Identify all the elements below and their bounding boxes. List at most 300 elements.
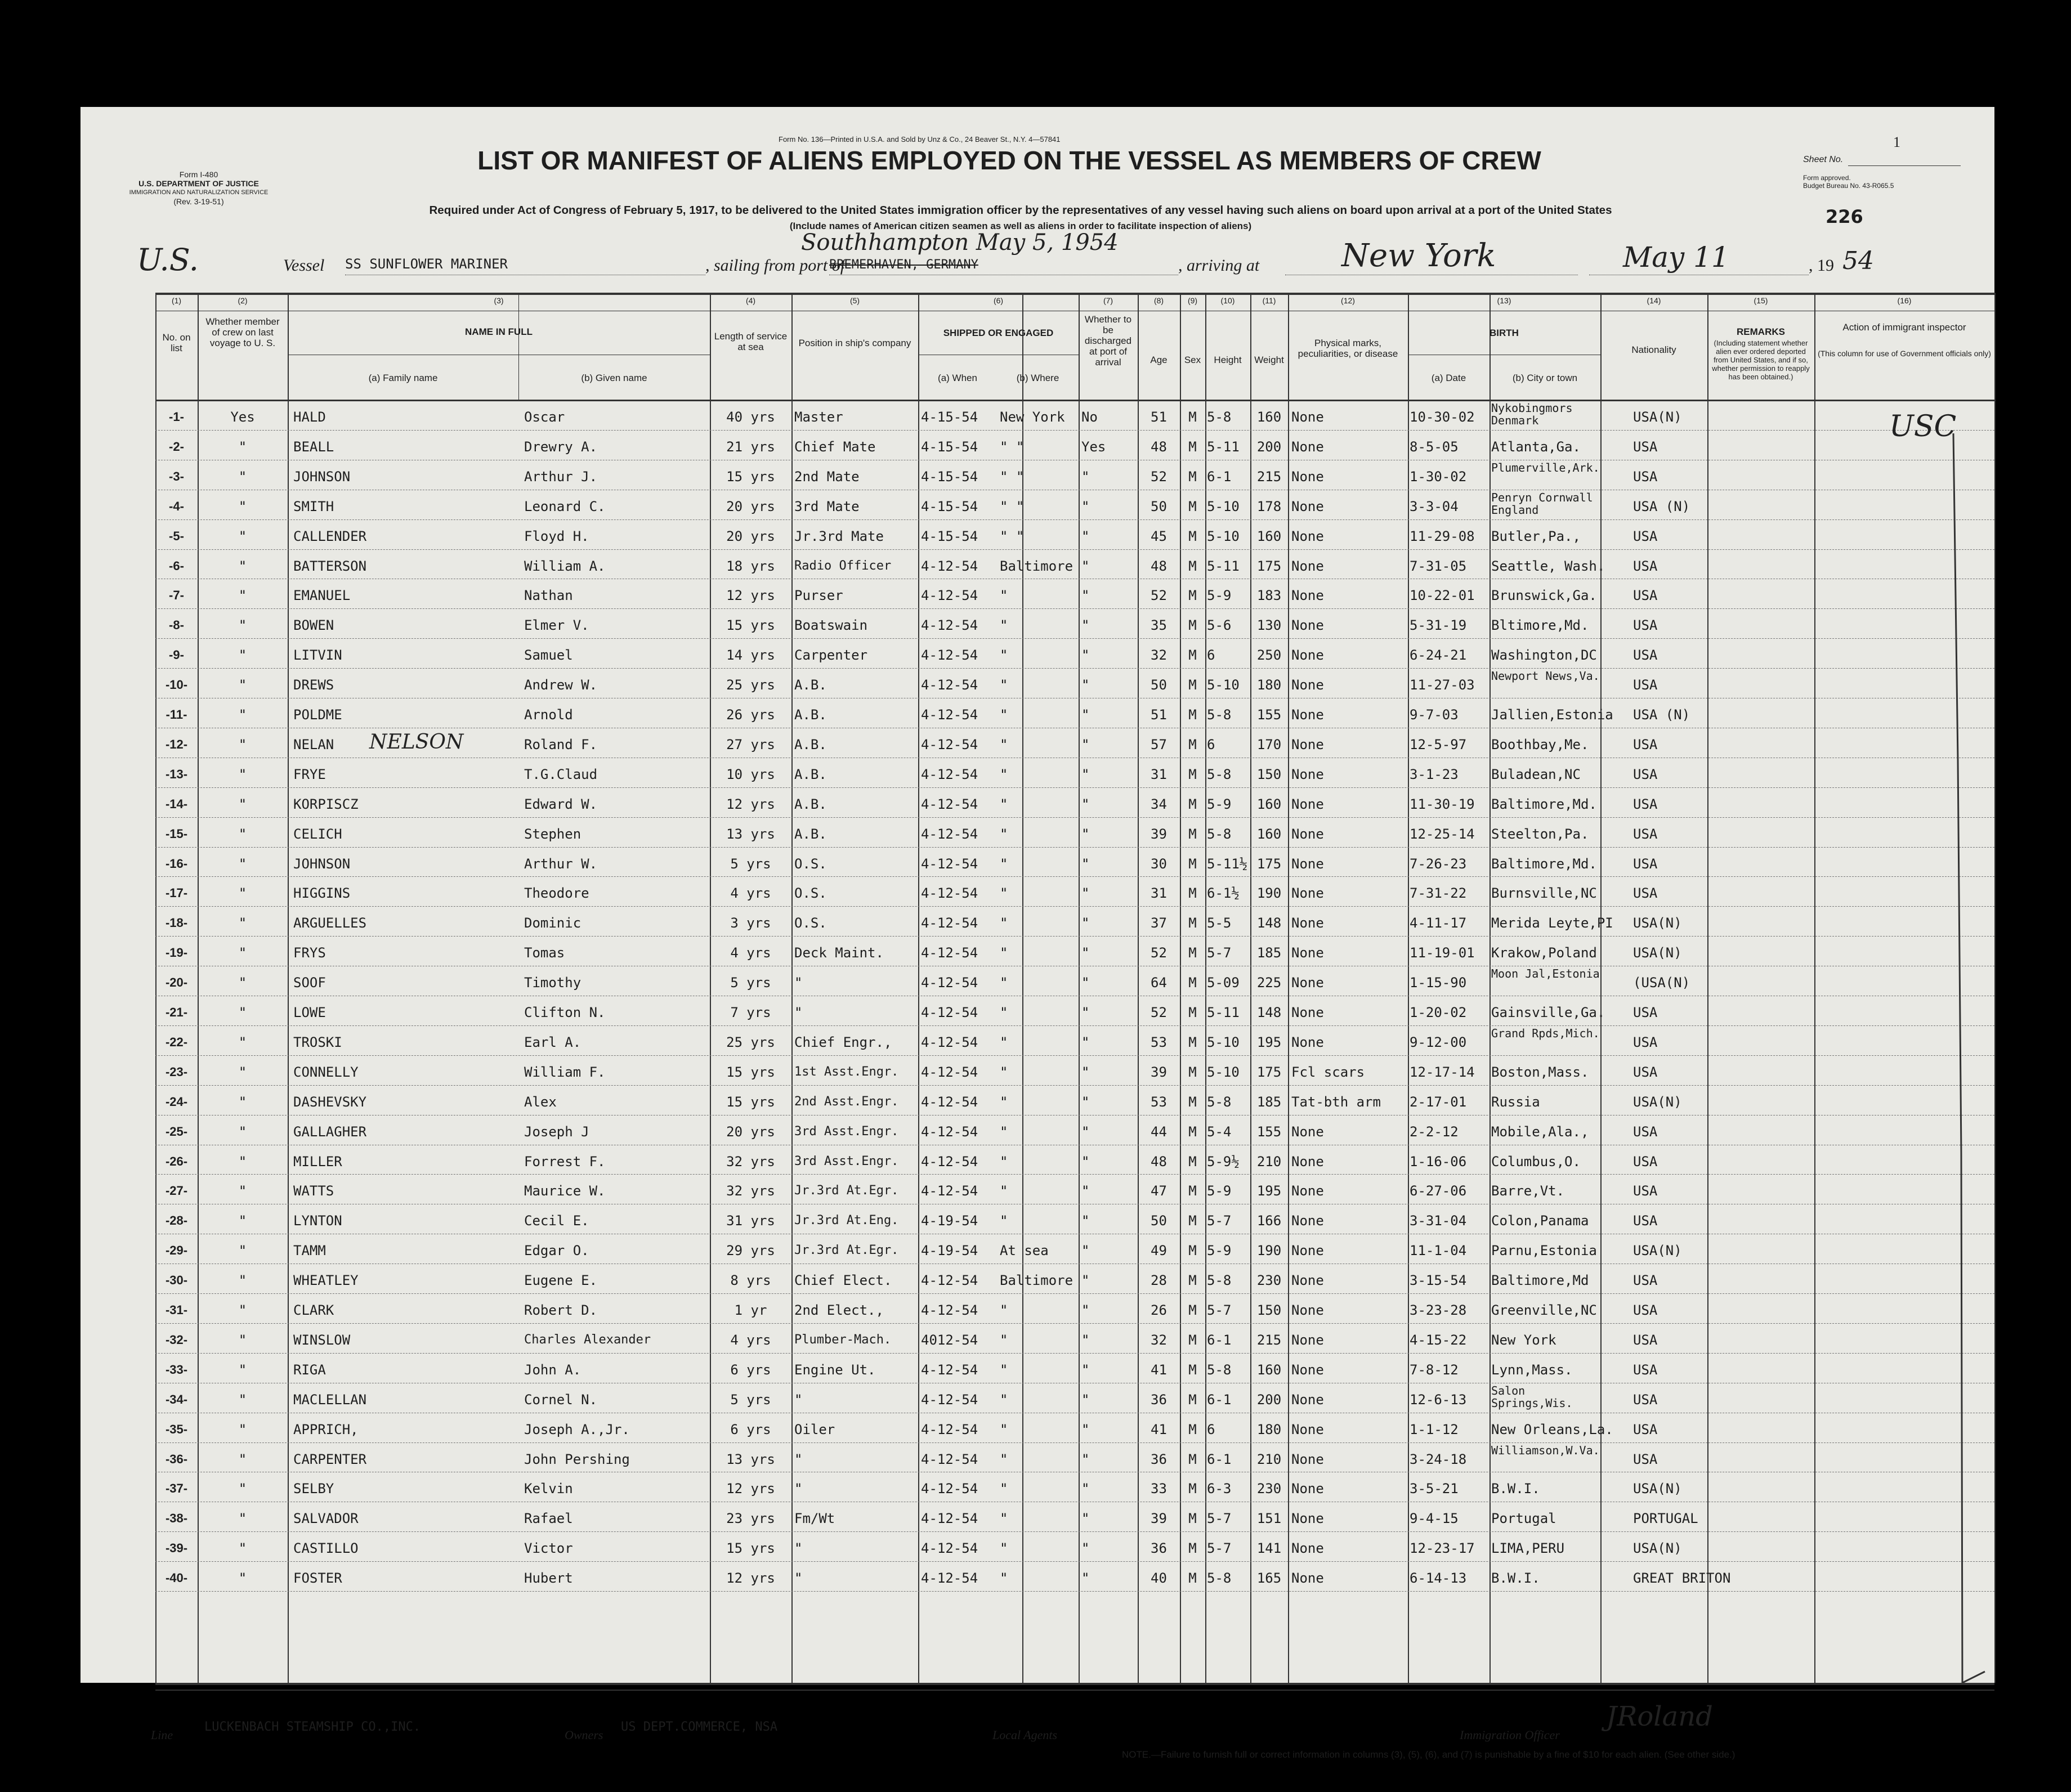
cell-where: ": [1000, 707, 1008, 723]
row-separator: [155, 1561, 1994, 1562]
cell-nationality: GREAT BRITON: [1633, 1570, 1731, 1587]
cell-family: FRYE: [293, 766, 326, 782]
cell-service: 1 yr: [734, 1302, 767, 1318]
cell-nationality: USA: [1633, 1361, 1658, 1378]
cell-bcity: Plumerville,Ark.: [1491, 460, 1600, 474]
col-1-num: (1): [171, 296, 182, 305]
cell-age: 48: [1151, 558, 1167, 574]
cell-height: 5-7: [1207, 1540, 1232, 1557]
cell-service: 6 yrs: [730, 1361, 771, 1378]
col-10-num: (10): [1220, 296, 1235, 305]
cell-given: Maurice W.: [524, 1183, 606, 1199]
cell-weight: 148: [1256, 1005, 1282, 1020]
cell-weight: 195: [1256, 1034, 1282, 1050]
cell-sex: M: [1188, 1005, 1197, 1020]
cell-height: 6-1: [1207, 1451, 1232, 1467]
cell-service: 25 yrs: [726, 677, 775, 693]
date-handwritten: May 11: [1623, 241, 1729, 274]
cell-bdate: 7-8-12: [1410, 1361, 1459, 1378]
cell-bcity: Baltimore,Md.: [1491, 855, 1597, 872]
cell-when: 4-12-54: [921, 1361, 978, 1378]
sheet-no-line: [1848, 165, 1961, 166]
cell-discharged: ": [1081, 707, 1090, 723]
cell-height: 5-9½: [1207, 1153, 1240, 1170]
cell-where: ": [1000, 1421, 1008, 1437]
cell-sex: M: [1188, 617, 1197, 634]
cell-member: ": [238, 677, 247, 693]
cell-bdate: 1-20-02: [1410, 1005, 1467, 1020]
cell-discharged: ": [1081, 1540, 1090, 1557]
cell-given: Leonard C.: [524, 498, 606, 514]
cell-where: ": [1000, 1332, 1008, 1348]
cell-marks: Fcl scars: [1291, 1064, 1365, 1080]
cell-bcity: Seattle, Wash.: [1491, 558, 1605, 574]
cell-age: 53: [1151, 1094, 1167, 1110]
cell-member: ": [238, 707, 247, 723]
cell-where: ": [1000, 826, 1008, 842]
cell-discharged: ": [1081, 1183, 1090, 1199]
port-typed: BREMERHAVEN, GERMANY: [829, 258, 978, 272]
cell-when: 4-15-54: [921, 498, 978, 514]
cell-no: -4-: [169, 499, 184, 513]
cell-sex: M: [1188, 498, 1197, 514]
cell-when: 4-12-54: [921, 796, 978, 812]
vessel-name: SS SUNFLOWER MARINER: [345, 256, 508, 272]
cell-bdate: 4-11-17: [1410, 915, 1467, 931]
cell-bdate: 5-31-19: [1410, 617, 1467, 634]
cell-nationality: USA: [1633, 1064, 1658, 1080]
cell-service: 5 yrs: [730, 855, 771, 872]
cell-bcity: Colon,Panama: [1491, 1213, 1589, 1229]
cell-family: LYNTON: [293, 1213, 342, 1229]
cell-sex: M: [1188, 1273, 1197, 1289]
cell-position: O.S.: [794, 885, 827, 902]
cell-bcity: B.W.I.: [1491, 1481, 1540, 1497]
budget-bureau: Budget Bureau No. 43-R065.5: [1803, 182, 1894, 190]
cell-service: 4 yrs: [730, 945, 771, 961]
cell-age: 45: [1151, 528, 1167, 544]
cell-bdate: 11-27-03: [1410, 677, 1475, 693]
cell-age: 39: [1151, 1511, 1167, 1527]
inspector-pencil-line: [1945, 422, 1991, 1700]
cell-when: 4-12-54: [921, 885, 978, 902]
cell-bdate: 8-5-05: [1410, 438, 1459, 455]
cell-discharged: ": [1081, 1034, 1090, 1050]
cell-height: 5-7: [1207, 945, 1232, 961]
cell-family: SOOF: [293, 975, 326, 991]
cell-no: -24-: [165, 1094, 188, 1109]
cell-discharged: ": [1081, 1094, 1090, 1110]
cell-nationality: USA(N): [1633, 945, 1682, 961]
cell-age: 51: [1151, 707, 1167, 723]
cell-where: ": [1000, 1540, 1008, 1557]
cell-height: 6: [1207, 736, 1215, 752]
cell-bdate: 11-1-04: [1410, 1243, 1467, 1259]
cell-where: ": [1000, 796, 1008, 812]
cell-discharged: ": [1081, 915, 1090, 931]
cell-no: -39-: [165, 1541, 188, 1556]
cell-height: 6-1: [1207, 468, 1232, 485]
cell-family: SMITH: [293, 498, 334, 514]
cell-where: ": [1000, 766, 1008, 782]
cell-age: 36: [1151, 1391, 1167, 1408]
cell-service: 14 yrs: [726, 647, 775, 664]
cell-where: ": [1000, 677, 1008, 693]
cell-service: 12 yrs: [726, 588, 775, 604]
cell-position: Fm/Wt: [794, 1511, 835, 1527]
cell-discharged: ": [1081, 975, 1090, 991]
cell-position: A.B.: [794, 677, 827, 693]
cell-age: 49: [1151, 1243, 1167, 1259]
cell-discharged: ": [1081, 1064, 1090, 1080]
cell-age: 52: [1151, 1005, 1167, 1020]
cell-bdate: 11-30-19: [1410, 796, 1475, 812]
page-title: LIST OR MANIFEST OF ALIENS EMPLOYED ON THE VESSEL AS MEMBERS OF CREW: [477, 146, 1541, 175]
cell-age: 50: [1151, 1213, 1167, 1229]
cell-where: ": [1000, 1302, 1008, 1318]
cell-bdate: 2-2-12: [1410, 1123, 1459, 1140]
cell-when: 4-12-54: [921, 736, 978, 752]
cell-where: ": [1000, 1005, 1008, 1020]
cell-when: 4012-54: [921, 1332, 978, 1348]
cell-marks: None: [1291, 588, 1324, 604]
year-handwritten: 54: [1842, 247, 1874, 275]
cell-position: Radio Officer: [794, 558, 892, 573]
cell-marks: None: [1291, 796, 1324, 812]
cell-bcity: Grand Rpds,Mich.: [1491, 1026, 1600, 1040]
cell-given: Arthur W.: [524, 855, 598, 872]
cell-service: 31 yrs: [726, 1213, 775, 1229]
department: U.S. DEPARTMENT OF JUSTICE: [138, 179, 259, 188]
col-15-num: (15): [1754, 296, 1768, 305]
cell-where: At sea: [1000, 1243, 1049, 1259]
cell-where: " ": [1000, 438, 1025, 455]
cell-family: WATTS: [293, 1183, 334, 1199]
cell-sex: M: [1188, 707, 1197, 723]
cell-nationality: USA: [1633, 1153, 1658, 1170]
cell-given: Floyd H.: [524, 528, 589, 544]
cell-when: 4-12-54: [921, 588, 978, 604]
cell-family: APPRICH,: [293, 1421, 359, 1437]
cell-weight: 150: [1256, 1302, 1282, 1318]
cell-sex: M: [1188, 796, 1197, 812]
cell-height: 6-1: [1207, 1391, 1232, 1408]
cell-given: Samuel: [524, 647, 573, 664]
cell-height: 5-8: [1207, 1570, 1232, 1587]
cell-bcity: B.W.I.: [1491, 1570, 1540, 1587]
cell-service: 12 yrs: [726, 1481, 775, 1497]
cell-height: 6-1½: [1207, 885, 1240, 902]
cell-given: Eugene E.: [524, 1273, 598, 1289]
cell-when: 4-12-54: [921, 1034, 978, 1050]
col-13-num: (13): [1497, 296, 1511, 305]
cell-where: ": [1000, 915, 1008, 931]
row-separator: [155, 1085, 1994, 1086]
cell-when: 4-12-54: [921, 1481, 978, 1497]
cell-position: ": [794, 1481, 803, 1497]
cell-age: 52: [1151, 588, 1167, 604]
col-6-num: (6): [993, 296, 1004, 305]
cell-position: Jr.3rd At.Eng.: [794, 1213, 899, 1228]
cell-sex: M: [1188, 1511, 1197, 1527]
cell-family: HALD: [293, 409, 326, 425]
cell-height: 5-8: [1207, 826, 1232, 842]
col-12-label: Physical marks, peculiarities, or disease: [1298, 338, 1398, 359]
cell-when: 4-12-54: [921, 1123, 978, 1140]
cell-age: 47: [1151, 1183, 1167, 1199]
line-label: Line: [151, 1728, 173, 1742]
vessel-label: Vessel: [283, 256, 325, 275]
cell-given: Rafael: [524, 1511, 573, 1527]
cell-nationality: USA: [1633, 1034, 1658, 1050]
cell-marks: None: [1291, 1570, 1324, 1587]
cell-no: -23-: [165, 1064, 188, 1079]
cell-family: WINSLOW: [293, 1332, 351, 1348]
cell-position: 2nd Mate: [794, 468, 860, 485]
cell-given: Theodore: [524, 885, 589, 902]
cell-where: " ": [1000, 498, 1025, 514]
cell-height: 5-7: [1207, 1511, 1232, 1527]
cell-member: Yes: [230, 409, 255, 425]
cell-service: 27 yrs: [726, 736, 775, 752]
col-9-label: Sex: [1184, 355, 1201, 365]
col-12-num: (12): [1341, 296, 1355, 305]
cell-given: Cornel N.: [524, 1391, 598, 1408]
cell-position: Jr.3rd Mate: [794, 528, 884, 544]
cell-given: Charles Alexander: [524, 1332, 651, 1347]
cell-bcity: Penryn Cornwall England: [1491, 490, 1593, 517]
cell-position: 3rd Asst.Engr.: [794, 1154, 899, 1168]
cell-when: 4-12-54: [921, 558, 978, 574]
cell-when: 4-12-54: [921, 1540, 978, 1557]
cell-weight: 175: [1256, 558, 1282, 574]
cell-family: BATTERSON: [293, 558, 367, 574]
cell-no: -34-: [165, 1392, 188, 1406]
cell-given: John Pershing: [524, 1451, 630, 1467]
cell-nationality: USA: [1633, 558, 1658, 574]
cell-family: BEALL: [293, 438, 334, 455]
cell-no: -36-: [165, 1451, 188, 1466]
cell-bdate: 1-1-12: [1410, 1421, 1459, 1437]
cell-bcity: Buladean,NC: [1491, 766, 1581, 782]
cell-discharged: ": [1081, 617, 1090, 634]
cell-weight: 178: [1256, 498, 1282, 514]
cell-marks: None: [1291, 826, 1324, 842]
cell-no: -7-: [169, 588, 184, 603]
cell-bdate: 10-22-01: [1410, 588, 1475, 604]
cell-bcity: Mobile,Ala.,: [1491, 1123, 1589, 1140]
row-separator: [155, 936, 1994, 937]
cell-position: 2nd Asst.Engr.: [794, 1094, 899, 1109]
cell-given: Drewry A.: [524, 438, 598, 455]
cell-marks: None: [1291, 647, 1324, 664]
cell-weight: 225: [1256, 975, 1282, 991]
cell-nationality: USA(N): [1633, 1094, 1682, 1110]
cell-sex: M: [1188, 1123, 1197, 1140]
cell-marks: None: [1291, 1273, 1324, 1289]
cell-member: ": [238, 558, 247, 574]
cell-age: 32: [1151, 1332, 1167, 1348]
cell-height: 5-6: [1207, 617, 1232, 634]
cell-family: POLDME: [293, 707, 342, 723]
cell-nationality: USA: [1633, 647, 1658, 664]
col-11-label: Weight: [1254, 355, 1284, 365]
cell-bcity: Moon Jal,Estonia: [1491, 967, 1600, 981]
cell-given: Forrest F.: [524, 1153, 606, 1170]
cell-member: ": [238, 1005, 247, 1020]
cell-discharged: ": [1081, 1153, 1090, 1170]
cell-height: 5-8: [1207, 409, 1232, 425]
cell-marks: None: [1291, 468, 1324, 485]
cell-no: -16-: [165, 856, 188, 871]
cell-where: Baltimore: [1000, 1273, 1073, 1289]
cell-weight: 165: [1256, 1570, 1282, 1587]
cell-age: 35: [1151, 617, 1167, 634]
cell-height: 5-8: [1207, 1361, 1232, 1378]
cell-sex: M: [1188, 1034, 1197, 1050]
owners-label: Owners: [565, 1728, 603, 1742]
cell-family: TROSKI: [293, 1034, 342, 1050]
cell-family: MACLELLAN: [293, 1391, 367, 1408]
cell-no: -27-: [165, 1184, 188, 1198]
cell-when: 4-12-54: [921, 1451, 978, 1467]
cell-service: 8 yrs: [730, 1273, 771, 1289]
cell-family: CALLENDER: [293, 528, 367, 544]
cell-nationality: USA: [1633, 1005, 1658, 1020]
cell-given: Alex: [524, 1094, 557, 1110]
cell-service: 5 yrs: [730, 1391, 771, 1408]
cell-marks: None: [1291, 766, 1324, 782]
cell-bdate: 3-15-54: [1410, 1273, 1467, 1289]
cell-when: 4-12-54: [921, 1273, 978, 1289]
cell-where: ": [1000, 975, 1008, 991]
cell-bdate: 6-27-06: [1410, 1183, 1467, 1199]
cell-bcity: LIMA,PERU: [1491, 1540, 1565, 1557]
cell-nationality: USA: [1633, 855, 1658, 872]
cell-bdate: 2-17-01: [1410, 1094, 1467, 1110]
col-10-label: Height: [1214, 355, 1242, 365]
cell-family: LOWE: [293, 1005, 326, 1020]
cell-weight: 230: [1256, 1273, 1282, 1289]
row-separator: [155, 1055, 1994, 1056]
cell-when: 4-12-54: [921, 766, 978, 782]
cell-age: 50: [1151, 677, 1167, 693]
cell-given: Joseph J: [524, 1123, 589, 1140]
cell-nationality: USA: [1633, 438, 1658, 455]
cell-member: ": [238, 498, 247, 514]
cell-marks: None: [1291, 1034, 1324, 1050]
cell-when: 4-15-54: [921, 409, 978, 425]
cell-member: ": [238, 1421, 247, 1437]
cell-bcity: Baltimore,Md: [1491, 1273, 1589, 1289]
cell-member: ": [238, 1064, 247, 1080]
cell-no: -5-: [169, 528, 184, 543]
cell-age: 36: [1151, 1540, 1167, 1557]
cell-when: 4-15-54: [921, 528, 978, 544]
cell-weight: 210: [1256, 1153, 1282, 1170]
cell-given: T.G.Claud: [524, 766, 598, 782]
cell-position: ": [794, 1540, 803, 1557]
cell-sex: M: [1188, 766, 1197, 782]
cell-where: ": [1000, 885, 1008, 902]
cell-service: 7 yrs: [730, 1005, 771, 1020]
cell-nationality: USA: [1633, 528, 1658, 544]
col-2-num: (2): [238, 296, 248, 305]
cell-age: 39: [1151, 1064, 1167, 1080]
cell-marks: None: [1291, 855, 1324, 872]
cell-marks: None: [1291, 975, 1324, 991]
cell-given: Nathan: [524, 588, 573, 604]
cell-discharged: ": [1081, 1005, 1090, 1020]
cell-bdate: 9-7-03: [1410, 707, 1459, 723]
cell-weight: 166: [1256, 1213, 1282, 1229]
cell-discharged: ": [1081, 1570, 1090, 1587]
cell-where: " ": [1000, 468, 1025, 485]
cell-discharged: ": [1081, 1332, 1090, 1348]
cell-service: 4 yrs: [730, 885, 771, 902]
cell-where: ": [1000, 1094, 1008, 1110]
cell-no: -6-: [169, 558, 184, 573]
cell-marks: None: [1291, 736, 1324, 752]
cell-height: 5-9: [1207, 1183, 1232, 1199]
cell-given: Joseph A.,Jr.: [524, 1421, 630, 1437]
cell-nationality: USA: [1633, 1421, 1658, 1437]
row-separator: [155, 638, 1994, 639]
cell-where: ": [1000, 617, 1008, 634]
cell-no: -22-: [165, 1034, 188, 1049]
cell-bdate: 1-16-06: [1410, 1153, 1467, 1170]
cell-where: ": [1000, 1361, 1008, 1378]
cell-member: ": [238, 528, 247, 544]
cell-marks: None: [1291, 438, 1324, 455]
cell-where: New York: [1000, 409, 1065, 425]
cell-given: Clifton N.: [524, 1005, 606, 1020]
cell-bdate: 7-26-23: [1410, 855, 1467, 872]
cell-given: William F.: [524, 1064, 606, 1080]
cell-service: 4 yrs: [730, 1332, 771, 1348]
cell-bdate: 6-14-13: [1410, 1570, 1467, 1587]
cell-bcity: Newport News,Va.: [1491, 669, 1600, 683]
cell-no: -20-: [165, 975, 188, 990]
cell-member: ": [238, 1183, 247, 1199]
cell-weight: 160: [1256, 796, 1282, 812]
cell-no: -31-: [165, 1303, 188, 1317]
cell-height: 5-10: [1207, 528, 1240, 544]
cell-bcity: Greenville,NC: [1491, 1302, 1597, 1318]
cell-discharged: ": [1081, 1511, 1090, 1527]
cell-weight: 160: [1256, 528, 1282, 544]
cell-nationality: USA(N): [1633, 1243, 1682, 1259]
cell-service: 15 yrs: [726, 468, 775, 485]
cell-position: ": [794, 1451, 803, 1467]
cell-age: 48: [1151, 1153, 1167, 1170]
cell-given: Dominic: [524, 915, 582, 931]
cell-service: 20 yrs: [726, 528, 775, 544]
cell-when: 4-12-54: [921, 617, 978, 634]
cell-marks: None: [1291, 707, 1324, 723]
cell-family: JOHNSON: [293, 855, 351, 872]
cell-no: -32-: [165, 1332, 188, 1347]
cell-where: ": [1000, 945, 1008, 961]
cell-nationality: USA: [1633, 1302, 1658, 1318]
cell-weight: 141: [1256, 1540, 1282, 1557]
row-separator: [155, 1591, 1994, 1592]
cell-age: 53: [1151, 1034, 1167, 1050]
cell-sex: M: [1188, 468, 1197, 485]
cell-bcity: Butler,Pa.,: [1491, 528, 1581, 544]
cell-position: 2nd Elect.,: [794, 1302, 884, 1318]
cell-marks: None: [1291, 1511, 1324, 1527]
